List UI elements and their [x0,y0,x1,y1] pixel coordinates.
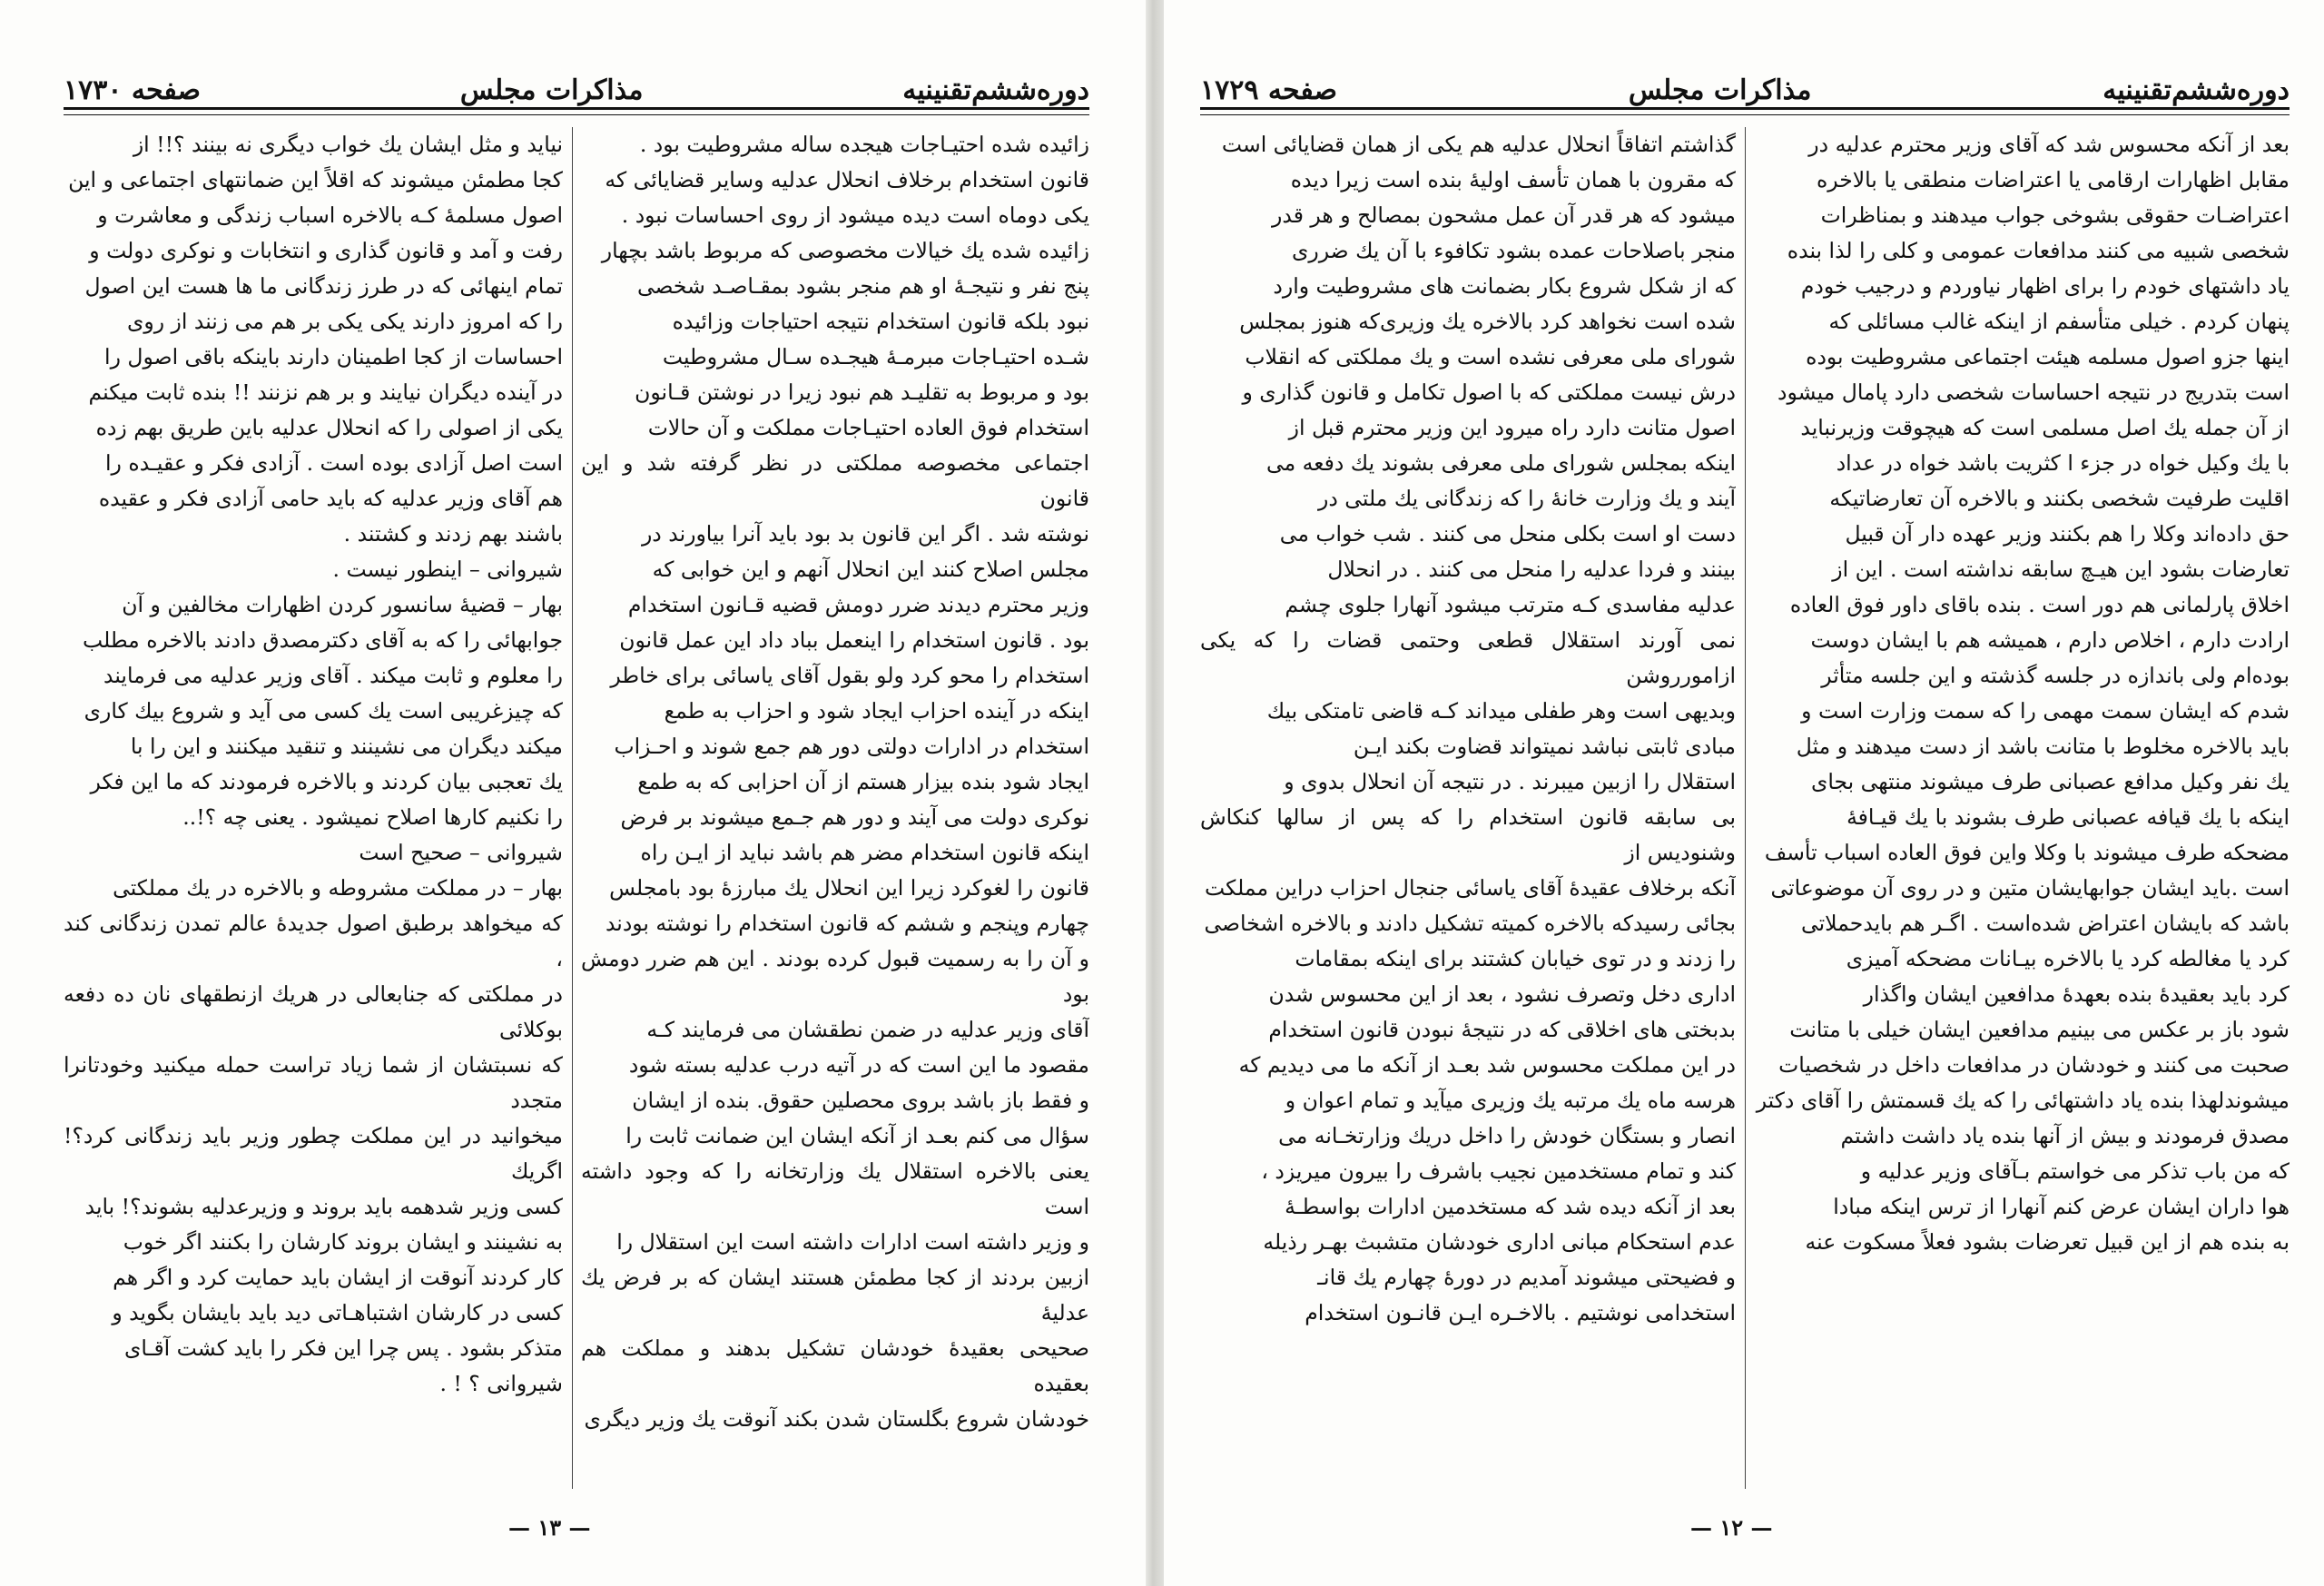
text-line: اینکه قانون استخدام مضر هم باشد نباید از ایـن راه [640,840,1089,865]
text-line: احساسات از کجا اطمینان دارند باینکه باقی اصول را [104,344,563,369]
text-column-left [1200,127,1736,1489]
text-line: اداری دخل وتصرف نشود ، بعد از این محسوس شدن [1268,981,1736,1007]
text-line: حق داده‌اند وکلا را هم بکنند وزیر عهده دار آن قبیل [1845,521,2290,547]
text-line: است بتدریج در نتیجه احساسات شخصی دارد پامال میشود [1777,379,2290,405]
text-line: شخصی شبیه می کنند مدافعات عمومی و کلی را لذا بنده [1787,238,2290,263]
text-line: بهار – قضیهٔ سانسور کردن اظهارات مخالفین و آن [122,592,563,617]
running-title: مذاکرات مجلس [459,74,644,106]
text-line: باشد که بایشان اعتراض شده‌است . اگـر هم بایدحملاتی [1801,911,2290,936]
text-line: که چیزغریبی است یك کسی می آید و شروع بیك کاری [84,698,563,724]
text-line: استخدام را محو کرد ولو بقول آقای یاسائی برای خاطر [610,663,1089,688]
text-line: در مملکتی که جنابعالی در هریك ازنطقهای نان ده دفعه بوکلائی [64,981,563,1042]
text-line: چهارم وپنجم و ششم که قانون استخدام را نوشته بودند [605,911,1089,936]
text-line: زائیده شده احتیـاجات هیجده ساله مشروطیت بود . [639,132,1089,157]
text-line: باشند بهم زدند و کشتند . [343,521,563,547]
page-header [64,64,1089,109]
text-line: مجلس اصلاح کنند این انحلال آنهم و این خوابی که [652,557,1089,582]
text-line: و فضیحتی میشوند آمدیم در دورهٔ چهارم یك قانـ [1317,1265,1736,1290]
text-line: هوا داران ایشان عرض کنم آنهارا از ترس اینکه مبادا [1833,1194,2290,1219]
text-line: متذکر بشود . پس چرا این فکر را باید کشت آقـای [124,1335,563,1361]
text-line: نوشته شد . اگر این قانون بد بود باید آنرا بیاورند در [641,521,1089,547]
text-line: هرسه ماه یك مرتبه یك وزیری میآید و تمام اعوان و [1285,1088,1736,1113]
text-line: شود باز بر عکس می بینیم مدافعین ایشان خیلی با متانت [1789,1017,2290,1042]
text-line: در این مملکت محسوس شد بعـد از آنکه ما می دیدیم که [1238,1052,1736,1078]
text-line: شیروانی – اینطور نیست . [332,557,563,582]
text-line: مضحکه طرف میشوند با وکلا واین فوق العاده اسباب تأسف [1764,840,2290,865]
text-line: کرد باید بعقیدهٔ بنده بعهدهٔ مدافعین ایشان واگذار [1863,981,2290,1007]
text-column-right [1754,127,2290,1489]
text-line: و آن را به رسمیت قبول کرده بودند . این هم ضرر دومش بود [581,946,1089,1007]
text-line: نبود بلکه قانون استخدام نتیجه احتیاجات وزائیده [672,309,1089,334]
text-line: که مقرون با همان تأسف اولیهٔ بنده است زیرا دیده [1290,167,1736,192]
page-number-label: صفحه ۱۷۳۰ [64,74,201,106]
text-line: اینکه با یك قیافه عصبانی طرف بشوند با یك قیـافهٔ [1846,804,2290,830]
text-line: جوابهائی را که به آقای دکترمصدق دادند بالاخره مطلب [83,627,563,653]
text-line: وبدیهی است وهر طفلی میداند کـه قاضی تامتکی بیك [1266,698,1736,724]
text-line: با یك وکیل خواه در جزء ا کثریت باشد خواه در عداد [1836,450,2290,476]
text-line: آنکه برخلاف عقیدهٔ آقای یاسائی جنجال احزاب دراین مملکت [1205,875,1736,901]
text-line: اینها جزو اصول مسلمه هیئت اجتماعی مشروطیت بوده [1806,344,2290,369]
column-divider [1745,127,1746,1489]
text-line: قانون استخدام برخلاف انحلال عدلیه وسایر قضایائی که [605,167,1089,192]
text-line: به بنده هم از این قبیل تعرضات بشود فعلاً مسکوت عنه [1805,1229,2290,1255]
text-line: آیند و یك وزارت خانهٔ را که زندگانی یك ملتی در [1318,486,1736,511]
text-line: مصدق فرمودند و بیش از آنها بنده یاد داشت داشتم [1840,1123,2290,1148]
text-line: کند و تمام مستخدمین نجیب باشرف را بیرون میریزد ، [1261,1158,1736,1184]
text-line: یك تعجبی بیان کردند و بالاخره فرمودند که ما این فکر [90,769,563,794]
text-line: ارادت دارم ، اخلاص دارم ، همیشه هم با ایشان دوست [1810,627,2290,653]
text-line: به نشینند و ایشان بروند کارشان را بکنند اگر خوب [123,1229,563,1255]
text-line: نیاید و مثل ایشان یك خواب دیگری نه بینند ؟!! از [133,132,563,157]
text-line: است .باید ایشان جوابهایشان متین و در روی آن موضوعاتی [1770,875,2290,901]
text-line: میخوانید در این مملکت چطور وزیر باید زندگانی کرد؟! اگریك [64,1123,563,1184]
column-divider [572,127,573,1489]
text-line: که میخواهد برطبق اصول جدیدهٔ عالم تمدن زندگانی کند ، [64,911,563,971]
text-line: کسی در کارشان اشتباهـاتی دید باید بایشان بگوید و [112,1300,563,1325]
text-line: یکی از اصولی را که انحلال عدلیه باین طریق بهم زده [95,415,563,440]
text-line: نمی آورند استقلال قطعی وحتمی قضات را که یکی ازامورروشن [1200,627,1736,688]
text-line: نوکری دولت می آیند و دور هم جـمع میشوند بر فرض [620,804,1089,830]
page-number-label: صفحه ۱۷۲۹ [1200,74,1337,106]
text-line: پنهان کردم . خیلی متأسفم از اینکه غالب مسائلی که [1828,309,2290,334]
text-line: را معلوم و ثابت میکند . آقای وزیر عدلیه می فرمایند [103,663,563,688]
text-line: اجتماعی مخصوصه مملکتی در نظر گرفته شد و این قانون [581,450,1089,511]
text-line: را زدند و در توی خیابان کشتند برای اینکه بمقامات [1295,946,1736,971]
text-line: رفت و آمد و قانون گذاری و انتخابات و نوکری دولت و [89,238,563,263]
session-label: دوره‌ششم‌تقنینیه [2102,74,2290,106]
text-line: انصار و بستگان خودش را داخل دریك وزارتخـانه می [1278,1123,1736,1148]
text-line: صحیحی بعقیدهٔ خودشان تشکیل بدهند و مملکت هم بعقیده [581,1335,1089,1396]
text-line: باید بالاخره مخلوط با متانت باشد از دست میدهند و مثل [1796,734,2290,759]
text-line: یاد داشتهای خودم را برای اظهار نیاوردم و درجیب خودم [1800,273,2290,299]
text-line: منجر باصلاحات عمده بشود تکافوء با آن یك ضرری [1291,238,1736,263]
header-rule [1200,107,2290,115]
text-line: کسی وزیر شدهمه باید بروند و وزیرعدلیه بشوند؟! باید [84,1194,563,1219]
text-line: استخدام فوق العاده احتیـاجات مملکت و آن حالات [647,415,1089,440]
text-line: اینکه در آینده احزاب ایجاد شود و احزاب به طمع [664,698,1089,724]
text-line: تمام اینهائی که در طرز زندگانی ما ها هست این اصول [84,273,563,299]
text-line: یك نفر وکیل مدافع عصبانی طرف میشوند منتهی بجای [1810,769,2290,794]
text-line: میشوندلهذا بنده یاد داشتهائی را که یك قسمتش را آقای دکتر [1756,1088,2290,1113]
text-line: است اصل آزادی بوده است . آزادی فکر و عقیـده را [105,450,563,476]
right-page [1164,0,2324,1586]
text-line: دست او است بکلی منحل می کنند . شب خواب می [1279,521,1736,547]
text-line: تعارضات بشود این هیـچ سابقه نداشته است . این از [1832,557,2290,582]
text-line: کرد یا مغالطه کرد یا بالاخره بیـانات مضحکه آمیزی [1846,946,2290,971]
left-page [0,0,1146,1586]
text-line: ایجاد شود بنده بیزار هستم از آن احزابی که به طمع [637,769,1089,794]
folio: — ۱۳ — [508,1514,591,1541]
text-line: مقابل اظهارات ارقامی یا اعتراضات منطقی یا بالاخره [1816,167,2290,192]
text-line: گذاشتم اتفاقاً انحلال عدلیه هم یکی از همان قضایائی است [1221,132,1736,157]
text-line: خودشان شروع بگلستان شدن بکند آنوقت یك وزیر دیگری [584,1406,1089,1432]
text-line: درش نیست مملکتی که با اصول تکامل و قانون گذاری و [1242,379,1736,405]
text-line: میکند دیگران می نشینند و تنقید میکنند و این را با [130,734,563,759]
text-line: شیروانی – صحیح است [359,840,563,865]
text-line: و وزیر داشته است ادارات داشته است این استقلال را [616,1229,1089,1255]
text-line: آقای وزیر عدلیه در ضمن نطقشان می فرمایند کـه [646,1017,1089,1042]
text-line: استخدام در ادارات دولتی دور هم جمع شوند و احـزاب [614,734,1089,759]
text-line: بدبختی های اخلاقی که در نتیجهٔ نبودن قانون استخدام [1268,1017,1736,1042]
session-label: دوره‌ششم‌تقنینیه [902,74,1089,106]
text-line: بعد از آنکه محسوس شد که آقای وزیر محترم عدلیه در [1808,132,2290,157]
text-line: زائیده شده یك خیالات مخصوصی که مربوط باشد بچهار [601,238,1089,263]
text-line: اعتراضـات حقوقی بشوخی جواب میدهند و بمناظرات [1820,202,2290,228]
text-line: اقلیت طرفیت شخصی بکنند و بالاخره آن تعارضاتیکه [1829,486,2290,511]
text-line: عدم استحکام مبانی اداری خودشان متشبث بهـر رذیله [1263,1229,1736,1255]
running-title: مذاکرات مجلس [1628,74,1812,106]
folio: — ۱۲ — [1690,1514,1773,1541]
text-line: که از شکل شروع بکار بضمانت های مشروطیت وارد [1273,273,1736,299]
text-line: شـده احتیـاجات مبرمـهٔ هیجـده سـال مشروطیت [662,344,1089,369]
text-line: میشود که هر قدر آن عمل مشحون بمصالح و هر قدر [1272,202,1736,228]
text-line: یعنی بالاخره استقلال یك وزارتخانه را که وجود داشته است [581,1158,1089,1219]
text-line: و فقط باز باشد بروی محصلین حقوق. بنده از ایشان [632,1088,1089,1113]
text-line: عدلیه مفاسدی کـه مترتب میشود آنهارا جلوی چشم [1285,592,1736,617]
text-line: مقصود ما این است که در آتیه درب عدلیه بسته شود [628,1052,1089,1078]
text-line: بی سابقه قانون استخدام را که پس از سالها کنکاش وشنودیس از [1200,804,1736,865]
text-line: استخدامی نوشتیم . بالاخـره ایـن قانـون استخدام [1305,1300,1736,1325]
text-line: شده است نخواهد کرد بالاخره یك وزیری‌که هنوز بمجلس [1239,309,1736,334]
text-line: استقلال را ازبین میبرند . در نتیجه آن انحلال بدوی و [1284,769,1736,794]
page-header [1200,64,2290,109]
book-gutter [1146,0,1164,1586]
text-line: بود . قانون استخدام را اینعمل بباد داد این عمل قانون [619,627,1089,653]
text-column-left [64,127,563,1489]
text-column-right [581,127,1089,1489]
text-line: که نسبتشان از شما زیاد تراست حمله میکنید وخودتانرا متجدد [64,1052,563,1113]
text-line: صحبت می کنند و خودشان در مدافعات داخل در شخصیات [1778,1052,2290,1078]
text-line: کجا مطمئن میشوند که اقلاً این ضمانتهای اجتماعی و این [68,167,563,192]
text-line: بهار – در مملکت مشروطه و بالاخره در یك مملکتی [113,875,563,901]
text-line: هم آقای وزیر عدلیه که باید حامی آزادی فکر و عقیده [98,486,563,511]
text-line: از آن جمله یك اصل مسلمی است که هیچوقت وزیرنباید [1800,415,2290,440]
text-line: را نکنیم کارها اصلاح نمیشود . یعنی چه ؟!.. [182,804,563,830]
text-line: اصول مسلمهٔ کـه بالاخره اسباب زندگی و معاشرت و [97,202,563,228]
text-line: سؤال می کنم بعـد از آنکه ایشان این ضمانت ثابت را [625,1123,1089,1148]
text-line: شدم که ایشان سمت مهمی را که سمت وزارت است و [1801,698,2290,724]
text-line: را که امروز دارند یکی یکی بر هم می زنند از روی [126,309,563,334]
text-line: در آینده دیگران نیایند و بر هم نزنند !! بنده ثابت میکنم [88,379,563,405]
text-line: بینند و فردا عدلیه را منحل می کنند . در انحلال [1327,557,1736,582]
text-line: شیروانی ؟ ! . [439,1371,563,1396]
text-line: اصول متانت دارد راه میرود این وزیر محترم قبل از [1288,415,1736,440]
text-line: ازبین بردند از کجا مطمئن هستند ایشان که بر فرض یك عدلیهٔ [581,1265,1089,1325]
text-line: اخلاق پارلمانی هم دور است . بنده باقای داور فوق العاده [1789,592,2290,617]
text-line: بجائی رسیدکه بالاخره کمیته تشکیل دادند و بالاخره اشخاصی [1204,911,1736,936]
text-line: بوده‌ام ولی باندازه در جلسه گذشته و این جلسه متأثر [1821,663,2290,688]
text-line: یکی دوماه است دیده میشود از روی احساسات نبود . [621,202,1089,228]
text-line: پنج نفر و نتیجـهٔ او هم منجر بشود بمقـاصـد شخصی [636,273,1089,299]
text-line: قانون را لغوکرد زیرا این انحلال یك مبارزهٔ بود بامجلس [609,875,1089,901]
text-line: وزیر محترم دیدند ضرر دومش قضیه قـانون استخدام [627,592,1089,617]
text-line: کار کردند آنوقت از ایشان باید حمایت کرد و اگر هم [113,1265,563,1290]
header-rule [64,107,1089,115]
text-line: بود و مربوط به تقلیـد هم نبود زیرا در نوشتن قـانون [635,379,1089,405]
text-line: بعد از آنکه دیده شد که مستخدمین ادارات بواسطـهٔ [1285,1194,1736,1219]
text-line: اینکه بمجلس شورای ملی معرفی بشوند یك دفعه می [1266,450,1736,476]
text-line: مبادی ثابتی نباشد نمیتواند قضاوت بکند ایـن [1353,734,1736,759]
text-line: شورای ملی معرفی نشده است و یك مملکتی که انقلاب [1245,344,1736,369]
text-line: که من باب تذکر می خواستم بـآقای وزیر عدلیه و [1860,1158,2290,1184]
